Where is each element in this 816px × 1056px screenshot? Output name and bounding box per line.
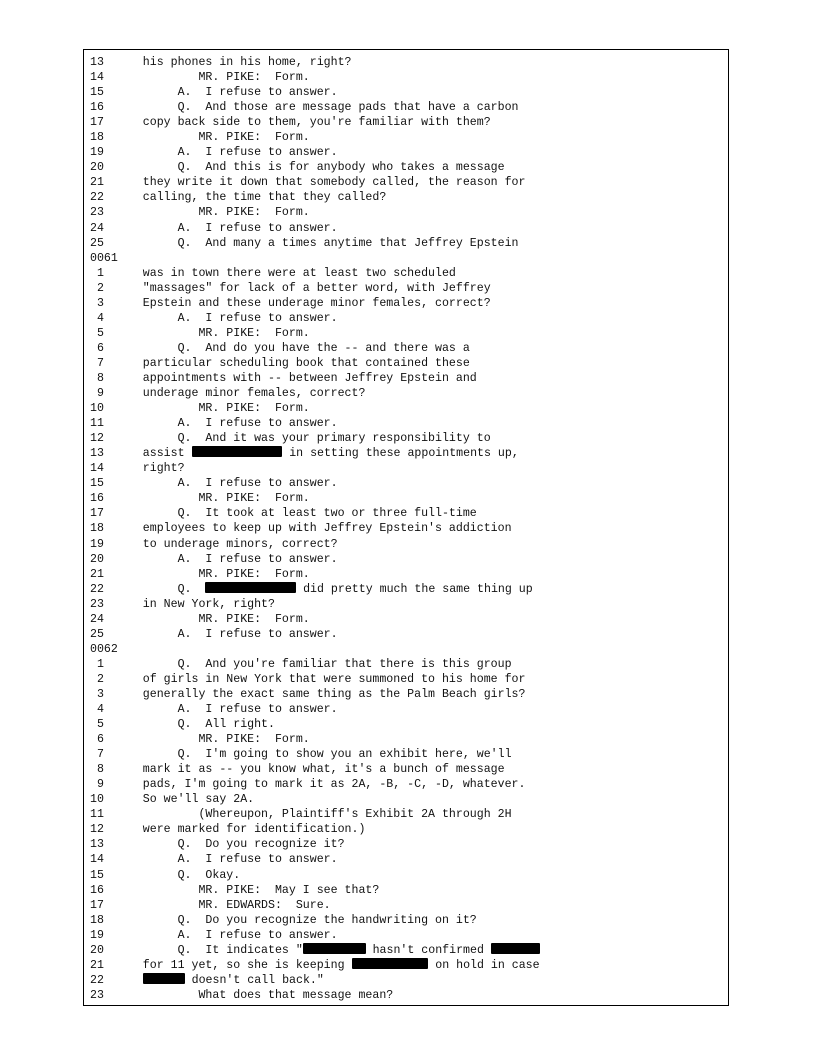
transcript-line — [84, 416, 728, 431]
line-number: 24 — [90, 612, 104, 626]
redaction-bar — [143, 973, 185, 984]
line-text-segment: assist — [108, 447, 192, 461]
line-text-segment: did pretty much the same thing up — [296, 582, 533, 596]
line-text — [108, 100, 519, 115]
transcript-line — [84, 777, 728, 792]
transcript-line — [84, 702, 728, 717]
line-text — [108, 883, 379, 898]
line-text-segment: hasn't confirmed — [365, 943, 491, 957]
line-text — [108, 55, 352, 70]
transcript-line — [84, 792, 728, 807]
line-number: 17 — [90, 507, 104, 521]
line-number: 2 — [90, 281, 104, 295]
line-text — [108, 491, 310, 506]
line-text — [108, 717, 275, 732]
line-text-segment: Q. Okay. — [108, 868, 241, 882]
line-text-segment: MR. EDWARDS: Sure. — [108, 898, 331, 912]
line-number: 8 — [90, 763, 104, 777]
line-text-segment: Q. And those are message pads that have a carbon — [108, 101, 519, 115]
line-text — [108, 567, 310, 582]
transcript-line — [84, 762, 728, 777]
transcript-line — [84, 190, 728, 205]
transcript-line — [84, 883, 728, 898]
transcript-line — [84, 100, 728, 115]
line-text-segment: "massages" for lack of a better word, with Jeffrey — [108, 281, 491, 295]
transcript-line — [84, 341, 728, 356]
line-text-segment: his phones in his home, right? — [108, 56, 352, 69]
transcript-line — [84, 807, 728, 822]
line-text — [108, 657, 512, 672]
line-text-segment: MR. PIKE: Form. — [108, 567, 310, 581]
line-text — [108, 356, 470, 371]
transcript-line — [84, 386, 728, 401]
line-number: 15 — [90, 868, 104, 882]
line-number: 2 — [90, 672, 104, 686]
line-text — [108, 672, 525, 687]
transcript-line — [84, 521, 728, 536]
line-text — [108, 627, 338, 642]
line-text-segment: A. I refuse to answer. — [108, 311, 338, 325]
line-number: 8 — [90, 371, 104, 385]
line-number: 13 — [90, 447, 104, 461]
line-number: 10 — [90, 402, 104, 416]
line-number: 18 — [90, 131, 104, 145]
line-text-segment: calling, the time that they called? — [108, 191, 387, 205]
line-text — [108, 988, 393, 1003]
line-text — [108, 190, 386, 205]
line-text-segment: for 11 yet, so she is keeping — [108, 958, 352, 972]
line-text — [108, 341, 470, 356]
transcript-line — [84, 612, 728, 627]
transcript-line — [84, 988, 728, 1003]
line-number: 15 — [90, 86, 104, 100]
line-text — [108, 236, 519, 251]
redaction-bar — [491, 943, 540, 954]
line-text-segment: on hold in case — [428, 958, 540, 972]
line-text-segment: Q. It indicates " — [108, 943, 303, 957]
line-text — [108, 837, 345, 852]
line-text-segment: Q. And many a times anytime that Jeffrey Epstein — [108, 236, 519, 250]
line-text — [108, 85, 338, 100]
line-number: 4 — [90, 311, 104, 325]
line-text — [108, 371, 477, 386]
line-number: 20 — [90, 943, 104, 957]
line-number: 22 — [90, 582, 104, 596]
line-text — [108, 446, 519, 461]
redaction-bar — [303, 943, 366, 954]
transcript-line — [84, 251, 728, 266]
line-text — [108, 612, 310, 627]
line-text — [108, 145, 338, 160]
line-text-segment: What does that message mean? — [108, 988, 394, 1002]
line-number: 6 — [90, 733, 104, 747]
line-number: 19 — [90, 928, 104, 942]
line-text — [108, 852, 338, 867]
transcript-lines — [84, 55, 728, 1003]
line-text — [108, 476, 338, 491]
line-number: 16 — [90, 492, 104, 506]
transcript-line — [84, 55, 728, 70]
line-text-segment: A. I refuse to answer. — [108, 221, 338, 235]
line-text-segment: A. I refuse to answer. — [108, 703, 338, 717]
line-text-segment: A. I refuse to answer. — [108, 928, 338, 942]
line-text-segment: A. I refuse to answer. — [108, 552, 338, 566]
line-text — [108, 386, 365, 401]
line-text-segment: generally the exact same thing as the Palm Beach girls? — [108, 687, 526, 701]
line-text-segment: (Whereupon, Plaintiff's Exhibit 2A through 2H — [108, 808, 512, 822]
line-text-segment: right? — [108, 462, 185, 476]
transcript-line — [84, 446, 728, 461]
transcript-line — [84, 747, 728, 762]
line-text — [108, 973, 324, 988]
line-number: 18 — [90, 522, 104, 536]
line-text — [108, 807, 512, 822]
line-text-segment: A. I refuse to answer. — [108, 477, 338, 491]
transcript-line — [84, 913, 728, 928]
line-text-segment: were marked for identification.) — [108, 823, 366, 837]
redaction-bar — [192, 446, 283, 457]
transcript-line — [84, 958, 728, 973]
line-text — [108, 913, 477, 928]
line-number: 24 — [90, 221, 104, 235]
line-text-segment: Q. It took at least two or three full-time — [108, 507, 477, 521]
line-number: 21 — [90, 567, 104, 581]
transcript-line — [84, 657, 728, 672]
transcript-line — [84, 627, 728, 642]
line-number: 25 — [90, 236, 104, 250]
line-number: 21 — [90, 176, 104, 190]
line-text — [108, 115, 491, 130]
line-text-segment: Q. And do you have the -- and there was a — [108, 341, 470, 355]
line-text-segment: MR. PIKE: Form. — [108, 326, 310, 340]
line-number: 5 — [90, 718, 104, 732]
transcript-line — [84, 311, 728, 326]
line-number: 21 — [90, 958, 104, 972]
line-text-segment: Q. Do you recognize the handwriting on it? — [108, 913, 477, 927]
line-text — [108, 70, 310, 85]
transcript-line — [84, 236, 728, 251]
line-text-segment: was in town there were at least two scheduled — [108, 266, 456, 280]
line-text — [108, 868, 240, 883]
transcript-line — [84, 552, 728, 567]
transcript-line — [84, 582, 728, 597]
line-text — [108, 205, 310, 220]
line-text — [108, 928, 338, 943]
line-text-segment: A. I refuse to answer. — [108, 86, 338, 100]
line-text-segment: A. I refuse to answer. — [108, 853, 338, 867]
line-number: 7 — [90, 356, 104, 370]
transcript-line — [84, 898, 728, 913]
line-number: 13 — [90, 56, 104, 69]
line-text-segment: Q. And this is for anybody who takes a message — [108, 161, 505, 175]
line-number: 1 — [90, 657, 104, 671]
line-text — [108, 762, 505, 777]
line-number: 4 — [90, 703, 104, 717]
line-text-segment: MR. PIKE: Form. — [108, 71, 310, 85]
line-text — [108, 431, 491, 446]
line-number: 10 — [90, 793, 104, 807]
line-number: 16 — [90, 101, 104, 115]
line-number: 9 — [90, 778, 104, 792]
transcript-line — [84, 70, 728, 85]
line-text — [108, 296, 491, 311]
line-number: 3 — [90, 296, 104, 310]
line-text-segment: MR. PIKE: May I see that? — [108, 883, 380, 897]
line-text — [108, 266, 456, 281]
line-number: 18 — [90, 913, 104, 927]
transcript-line — [84, 115, 728, 130]
line-number: 14 — [90, 853, 104, 867]
line-text-segment: pads, I'm going to mark it as 2A, -B, -C, -D, whatever. — [108, 778, 526, 792]
transcript-line — [84, 130, 728, 145]
line-number: 23 — [90, 988, 104, 1002]
line-text — [108, 537, 338, 552]
line-number: 5 — [90, 326, 104, 340]
transcript-line — [84, 597, 728, 612]
line-text-segment: particular scheduling book that contained these — [108, 356, 470, 370]
line-text-segment: MR. PIKE: Form. — [108, 492, 310, 506]
line-text — [108, 311, 338, 326]
line-text — [108, 175, 525, 190]
line-number: 13 — [90, 838, 104, 852]
line-text-segment: MR. PIKE: Form. — [108, 612, 310, 626]
line-text-segment: to underage minors, correct? — [108, 537, 338, 551]
transcript-line — [84, 567, 728, 582]
transcript-line — [84, 491, 728, 506]
line-number: 12 — [90, 823, 104, 837]
line-text — [108, 521, 512, 536]
transcript-line — [84, 852, 728, 867]
line-number: 14 — [90, 462, 104, 476]
line-text — [108, 597, 275, 612]
line-number: 11 — [90, 808, 104, 822]
line-number: 14 — [90, 71, 104, 85]
line-text-segment: A. I refuse to answer. — [108, 146, 338, 160]
line-text-segment: employees to keep up with Jeffrey Epstein's addiction — [108, 522, 512, 536]
line-number: 20 — [90, 161, 104, 175]
line-text-segment: mark it as -- you know what, it's a bunch of message — [108, 763, 505, 777]
line-number: 3 — [90, 687, 104, 701]
line-text-segment: copy back side to them, you're familiar with them? — [108, 116, 491, 130]
transcript-line — [84, 266, 728, 281]
line-text — [108, 822, 365, 837]
line-number: 17 — [90, 898, 104, 912]
line-text — [108, 943, 540, 958]
transcript-line — [84, 732, 728, 747]
transcript-line — [84, 281, 728, 296]
line-text — [108, 792, 254, 807]
transcript-line — [84, 296, 728, 311]
transcript-line — [84, 642, 728, 657]
transcript-line — [84, 717, 728, 732]
line-text — [108, 326, 310, 341]
line-number: 22 — [90, 191, 104, 205]
line-text — [108, 416, 338, 431]
line-text-segment: of girls in New York that were summoned to his home for — [108, 672, 526, 686]
line-text-segment: underage minor females, correct? — [108, 387, 366, 401]
line-number: 1 — [90, 266, 104, 280]
transcript-line — [84, 943, 728, 958]
line-text — [108, 506, 477, 521]
transcript-line — [84, 928, 728, 943]
line-number: 20 — [90, 552, 104, 566]
line-number: 23 — [90, 597, 104, 611]
line-number: 16 — [90, 883, 104, 897]
transcript-line — [84, 85, 728, 100]
line-text-segment: So we'll say 2A. — [108, 793, 255, 807]
line-number: 25 — [90, 627, 104, 641]
line-text — [108, 160, 505, 175]
line-number: 11 — [90, 417, 104, 431]
transcript-line — [84, 476, 728, 491]
line-text-segment: Q. I'm going to show you an exhibit here, we'll — [108, 748, 512, 762]
line-text-segment: A. I refuse to answer. — [108, 627, 338, 641]
line-number: 22 — [90, 973, 104, 987]
line-number: 17 — [90, 116, 104, 130]
line-text-segment: Q. And you're familiar that there is this group — [108, 657, 512, 671]
transcript-line — [84, 672, 728, 687]
line-text-segment: MR. PIKE: Form. — [108, 402, 310, 416]
line-text — [108, 732, 310, 747]
transcript-line — [84, 461, 728, 476]
line-text — [108, 702, 338, 717]
line-text-segment: A. I refuse to answer. — [108, 417, 338, 431]
line-text — [108, 777, 525, 792]
line-text — [108, 281, 491, 296]
line-number: 0062 — [90, 642, 118, 656]
line-text-segment: Q. And it was your primary responsibility to — [108, 432, 491, 446]
transcript-line — [84, 401, 728, 416]
transcript-line — [84, 326, 728, 341]
line-number: 7 — [90, 748, 104, 762]
transcript-line — [84, 837, 728, 852]
line-number: 9 — [90, 387, 104, 401]
transcript-line — [84, 537, 728, 552]
transcript-line — [84, 356, 728, 371]
redaction-bar — [205, 582, 296, 593]
line-text — [108, 401, 310, 416]
line-number: 19 — [90, 146, 104, 160]
transcript-line — [84, 221, 728, 236]
line-text-segment — [108, 974, 143, 987]
redaction-bar — [352, 958, 429, 969]
transcript-line — [84, 175, 728, 190]
line-text-segment: Epstein and these underage minor females, correct? — [108, 296, 491, 310]
line-number: 6 — [90, 341, 104, 355]
line-number: 0061 — [90, 251, 118, 265]
line-text-segment: MR. PIKE: Form. — [108, 733, 310, 747]
line-text — [108, 958, 540, 973]
line-text — [108, 898, 331, 913]
line-number: 23 — [90, 206, 104, 220]
line-text-segment: MR. PIKE: Form. — [108, 131, 310, 145]
line-number: 12 — [90, 432, 104, 446]
transcript-line — [84, 687, 728, 702]
line-text-segment: Q. All right. — [108, 718, 275, 732]
transcript-line — [84, 822, 728, 837]
transcript-line — [84, 371, 728, 386]
line-number: 19 — [90, 537, 104, 551]
line-text-segment: MR. PIKE: Form. — [108, 206, 310, 220]
line-text — [108, 461, 185, 476]
line-text-segment: Q. — [108, 582, 206, 596]
line-text-segment: in New York, right? — [108, 597, 275, 611]
line-text-segment: appointments with -- between Jeffrey Epstein and — [108, 371, 477, 385]
transcript-line — [84, 145, 728, 160]
line-text-segment: doesn't call back." — [184, 973, 324, 987]
transcript-line — [84, 205, 728, 220]
line-text-segment: in setting these appointments up, — [282, 447, 519, 461]
line-text-segment: Q. Do you recognize it? — [108, 838, 345, 852]
line-text — [108, 130, 310, 145]
transcript-line — [84, 160, 728, 175]
line-text — [108, 687, 525, 702]
line-number: 15 — [90, 477, 104, 491]
line-text — [108, 552, 338, 567]
line-text-segment: they write it down that somebody called, the reason for — [108, 176, 526, 190]
transcript-line — [84, 431, 728, 446]
transcript-line — [84, 973, 728, 988]
line-text — [108, 747, 512, 762]
line-text — [108, 221, 338, 236]
line-text — [108, 582, 533, 597]
transcript-page — [83, 49, 729, 1006]
transcript-line — [84, 868, 728, 883]
transcript-line — [84, 506, 728, 521]
